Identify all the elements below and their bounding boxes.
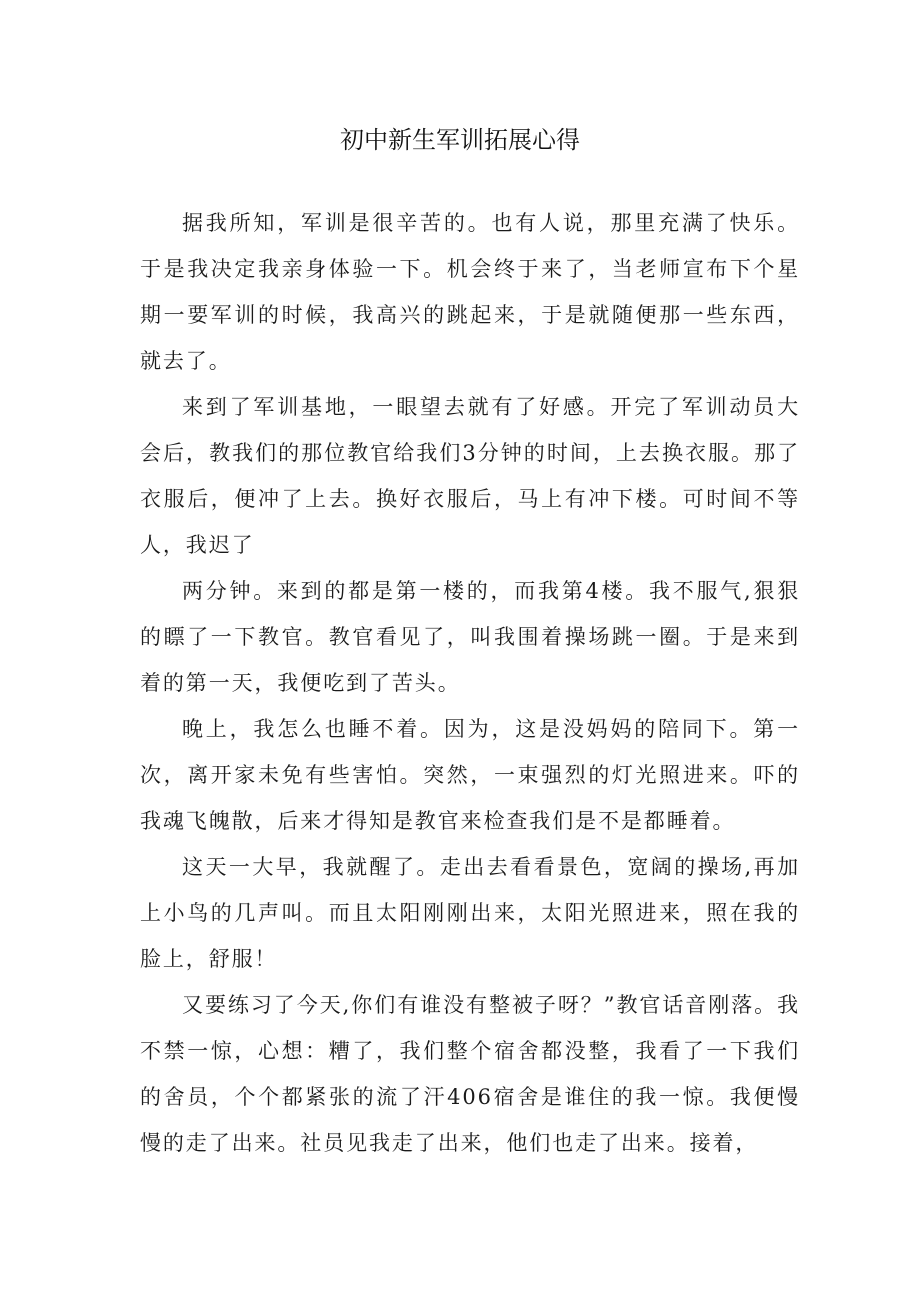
paragraph-3: 两分钟。来到的都是第一楼的，而我第4楼。我不服气,狠狠的瞟了一下教官。教官看见了，叫我围着操场跳一圈。于是来到着的第一天，我便吃到了苦头。 — [140, 579, 800, 695]
paragraph-2: 来到了军训基地，一眼望去就有了好感。开完了军训动员大会后，教我们的那位教官给我们3分钟的时间，上去换衣服。那了衣服后，便冲了上去。换好衣服后，马上有冲下楼。可时间不等人，我迟了 — [140, 395, 800, 557]
document-title: 初中新生军训拓展心得 — [340, 126, 580, 154]
paragraph-1: 据我所知，军训是很辛苦的。也有人说，那里充满了快乐。于是我决定我亲身体验一下。机会终于来了，当老师宣布下个星期一要军训的时候，我高兴的跳起来，于是就随便那一些东西，就去了。 — [140, 211, 800, 373]
document-body — [140, 200, 800, 1166]
paragraph-6: 又要练习了今天,你们有谁没有整被子呀？”教官话音刚落。我不禁一惊，心想：糟了，我们整个宿舍都没整，我看了一下我们的舍员，个个都紧张的流了汗406宿舍是谁住的我一惊。我便慢慢的走了出来。社员见我走了出来，他们也走了出来。接着， — [140, 993, 800, 1155]
paragraph-4: 晚上，我怎么也睡不着。因为，这是没妈妈的陪同下。第一次，离开家未免有些害怕。突然，一束强烈的灯光照进来。吓的我魂飞魄散，后来才得知是教官来检查我们是不是都睡着。 — [140, 717, 800, 833]
paragraph-5: 这天一大早，我就醒了。走出去看看景色，宽阔的操场,再加上小鸟的几声叫。而且太阳刚刚出来，太阳光照进来，照在我的脸上，舒服！ — [140, 855, 800, 971]
